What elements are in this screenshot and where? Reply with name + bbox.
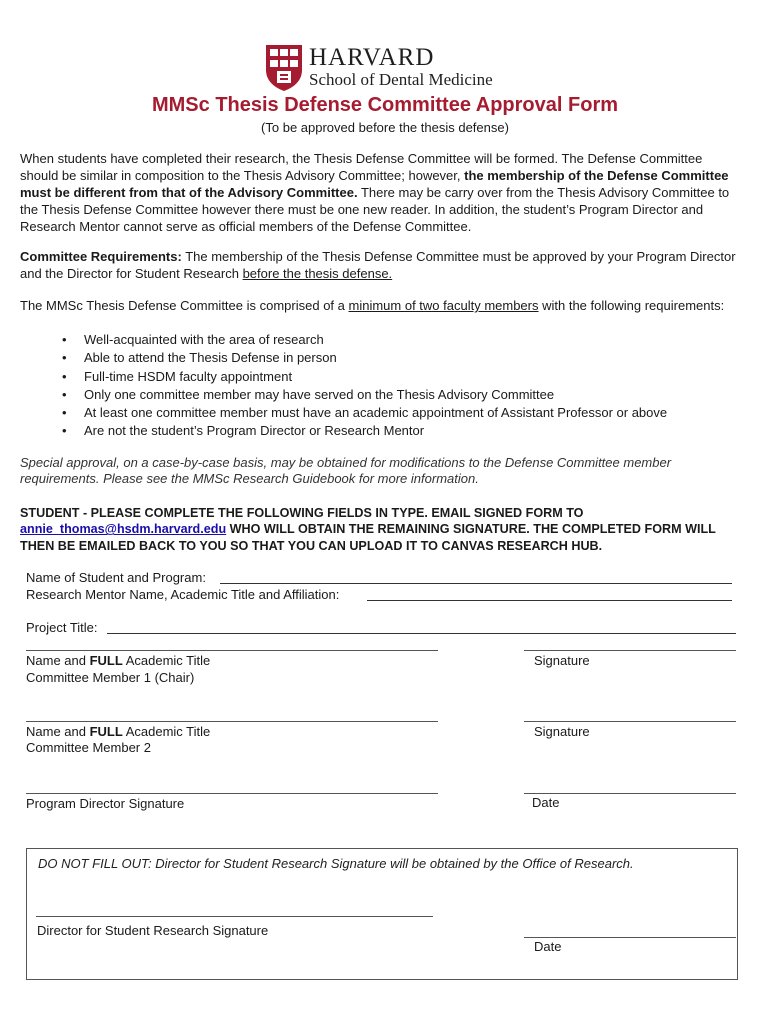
member2-name-label: Name and FULL Academic Title [26,724,211,739]
intro-text-2: There may be carry over from the Thesis Advisory Committee to the Thesis Defense Committee however there must be one new reader. In addition, the student’s Program Director and Research Mentor cannot serve as official members of the Defense Committee. [20,185,730,234]
intro-text-1: When students have completed their research, the Thesis Defense Committee will be formed. The Defense Committee should be similar in composition to the Thesis Advisory Committee; however, [20,151,703,183]
director-signature-label: Program Director Signature [26,796,185,811]
composition-text-1: The MMSc Thesis Defense Committee is comprised of a [20,298,349,313]
member2-signature-label: Signature [534,724,590,739]
research-director-signature-line [36,916,433,917]
list-item: • Only one committee member may have served on the Thesis Advisory Committee [58,386,738,404]
student-instructions [20,505,745,554]
list-item: • Well-acquainted with the area of research [58,331,738,349]
requirements-list [58,331,738,441]
requirements-label: Committee Requirements: [20,249,182,264]
composition-underlined: minimum of two faculty members [348,298,539,313]
director-signature-line[interactable] [26,793,438,794]
intro-bold: the membership of the Defense Committee must be different from that of the Advisory Committee. [20,168,729,200]
requirements-text: The membership of the Thesis Defense Committee must be approved by your Program Director and the Director for Student Research [20,249,736,281]
bullet-icon: • [62,368,67,384]
member1-name-label: Name and FULL Academic Title [26,653,211,668]
member1-signature-line[interactable] [524,650,736,651]
list-item: • Full-time HSDM faculty appointment [58,368,738,386]
intro-paragraph [20,150,740,235]
bullet-icon: • [62,405,67,421]
research-director-signature-label: Director for Student Research Signature [37,923,269,938]
office-use-note: DO NOT FILL OUT: Director for Student Research Signature will be obtained by the Office of Research. [38,856,634,871]
member1-signature-label: Signature [534,653,590,668]
list-item: • At least one committee member must have an academic appointment of Assistant Professor or above [58,404,738,422]
mentor-field[interactable] [367,600,732,601]
instructions-text-1: STUDENT - PLEASE COMPLETE THE FOLLOWING FIELDS IN TYPE. EMAIL SIGNED FORM TO [20,506,584,520]
requirements-paragraph [20,248,740,282]
bullet-icon: • [62,386,67,402]
harvard-logo [265,44,505,94]
student-name-field[interactable] [220,583,732,584]
harvard-shield-icon [265,44,303,92]
bullet-icon: • [62,350,67,366]
member1-role: Committee Member 1 (Chair) [26,670,195,685]
list-item: • Able to attend the Thesis Defense in person [58,349,738,367]
special-approval-note: Special approval, on a case-by-case basis, may be obtained for modifications to the Defense Committee member requirements. Please see the MMSc Research Guidebook for more information. [20,455,672,486]
composition-paragraph [20,297,740,314]
email-link[interactable]: annie_thomas@hsdm.harvard.edu [20,522,227,537]
institution-name: HARVARD [309,44,435,71]
member2-role: Committee Member 2 [26,740,151,755]
project-title-label: Project Title: [26,620,98,635]
student-name-label: Name of Student and Program: [26,570,206,585]
project-title-field[interactable] [107,633,736,634]
member1-name-line[interactable] [26,650,438,651]
mentor-label: Research Mentor Name, Academic Title and Affiliation: [26,587,340,602]
bullet-icon: • [62,332,67,347]
form-title: MMSc Thesis Defense Committee Approval Form [151,94,619,116]
requirements-underlined: before the thesis defense. [242,266,393,281]
instructions-text-2: WHO WILL OBTAIN THE REMAINING SIGNATURE. THE COMPLETED FORM WILL THEN BE EMAILED BACK TO YOU SO THAT YOU CAN UPLOAD IT TO CANVAS RESEARCH HUB. [20,522,716,553]
composition-text-2: with the following requirements: [538,298,725,313]
member2-name-line[interactable] [26,721,438,722]
bullet-icon: • [62,423,67,439]
director-date-label: Date [532,795,560,810]
form-subtitle: (To be approved before the thesis defense) [261,120,509,135]
list-item: • Are not the student’s Program Director or Research Mentor [58,422,738,440]
member2-signature-line[interactable] [524,721,736,722]
research-director-date-label: Date [534,939,562,954]
school-name: School of Dental Medicine [309,70,493,89]
